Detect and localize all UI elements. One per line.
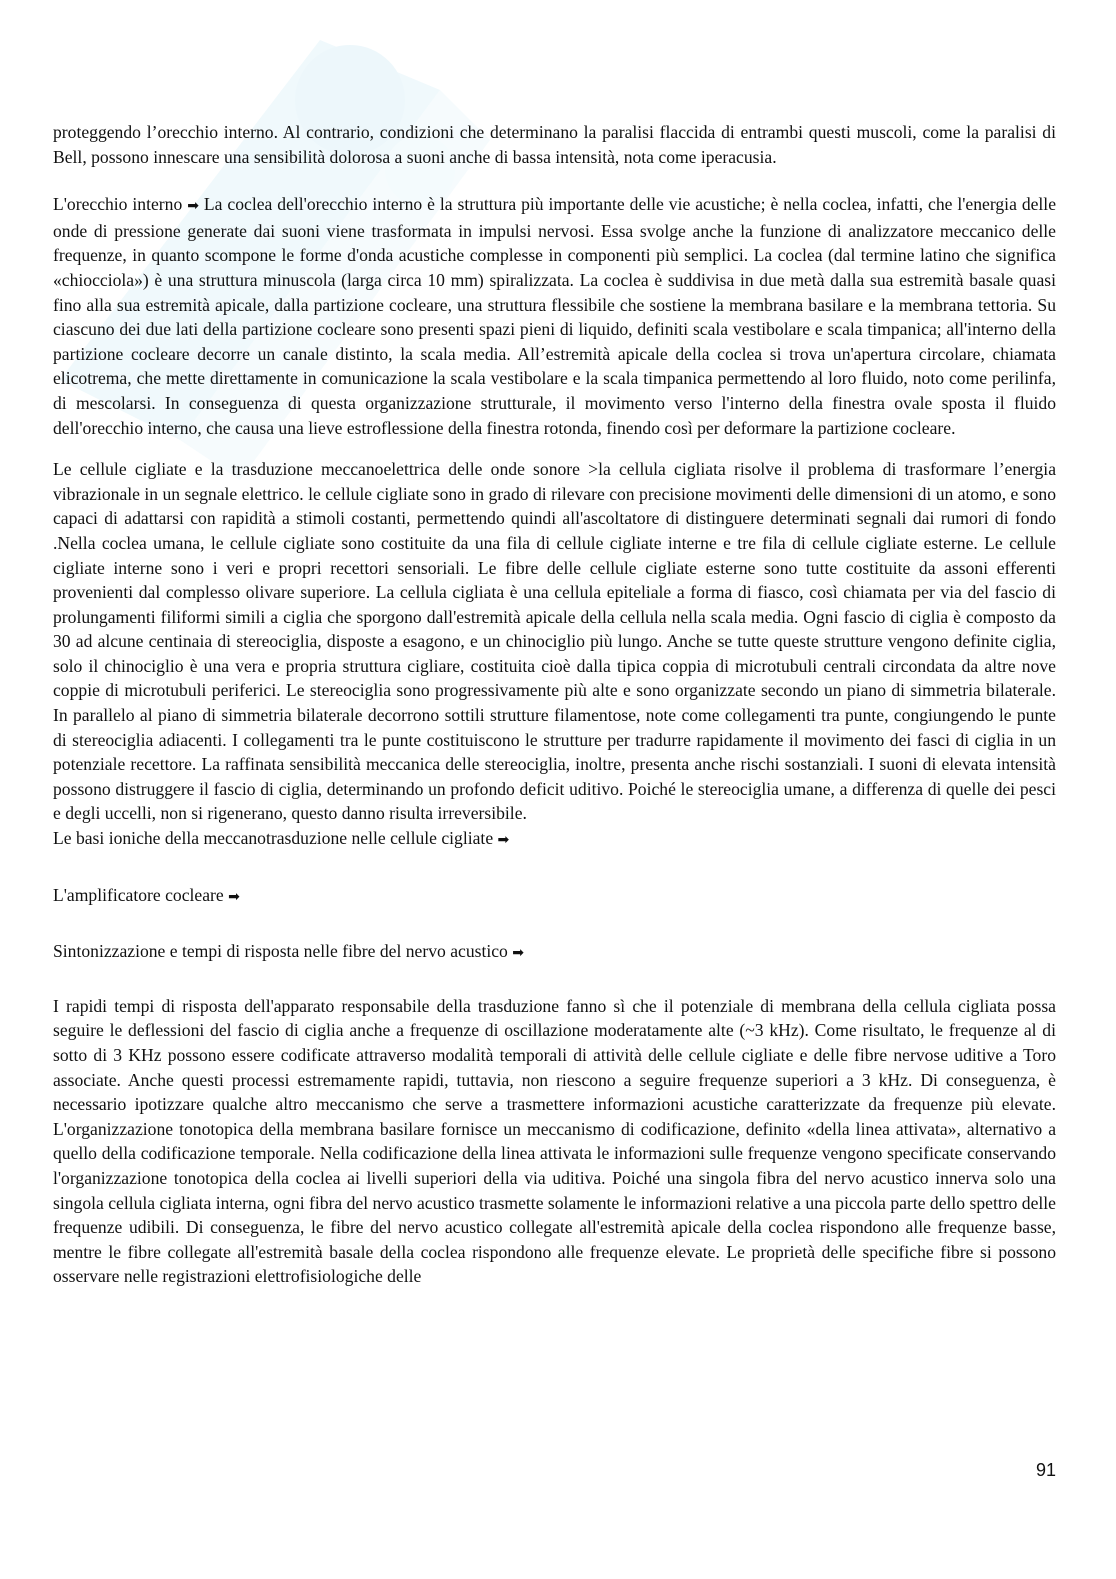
heading-text: Le basi ioniche della meccanotrasduzione nelle cellule cigliate: [53, 828, 494, 849]
paragraph-tempi-risposta: I rapidi tempi di risposta dell'apparato responsabile della trasduzione fanno sì che il potenziale di membrana della cellula cigliata possa seguire le deflessioni del fascio di ciglia anche a frequenze di oscillazione moderatamente alte (~3 kHz). Come risultato, le frequenze al di sotto di 3 KHz possono essere codificate attraverso modalità temporali di attività delle cellule cigliate e delle fibre nervose uditive a Toro associate. Anche questi processi estremamente rapidi, tuttavia, non riescono a seguire frequenze superiori a 3 kHz. Di conseguenza, è necessario ipotizzare qualche altro meccanismo che serve a trasmettere informazioni acustiche caratterizzate da frequenze più elevate. L'organizzazione tonotopica della membrana basilare fornisce un meccanismo di codificazione, definito «della linea attivata», alternativo a quello della codificazione temporale. Nella codificazione della linea attivata le informazioni sulle frequenze vengono specificate conservando l'organizzazione tonotopica della coclea ai livelli superiori della via uditiva. Poiché una singola fibra del nervo acustico innerva solo una singola cellula cigliata interna, ogni fibra del nervo acustico trasmette solamente le informazioni relative a una piccola parte dello spettro delle frequenze udibili. Di conseguenza, le fibre del nervo acustico collegate all'estremità apicale della coclea rispondono alle frequenze basse, mentre le fibre collegate all'estremità basale della coclea rispondono alle frequenze elevate. Le proprietà delle specifiche fibre si possono osservare nelle registrazioni elettrofisiologiche delle: [53, 995, 1056, 1287]
section-heading-amplificatore: [53, 883, 1056, 910]
arrow-icon: ➡: [512, 945, 524, 962]
arrow-icon: ➡: [497, 832, 510, 849]
heading-text: Sintonizzazione e tempi di risposta nelle fibre del nervo acustico: [53, 941, 508, 962]
paragraph-cellule-cigliate: Le cellule cigliate e la trasduzione meccanoelettrica delle onde sonore >la cellula cigliata risolve il problema di trasformare l’energia vibrazionale in un segnale elettrico. le cellule cigliate sono in grado di rilevare con precisione movimenti delle dimensioni di un atomo, e sono capaci di adattarsi con rapidità a stimoli costanti, permettendo quindi all'ascoltatore di distinguere determinati segnali dai rumori di fondo .Nella coclea umana, le cellule cigliate sono costituite da una fila di cellule cigliate interne e tre fila di cellule cigliate esterne. Le cellule cigliate interne sono i veri e propri recettori sensoriali. Le fibre delle cellule cigliate esterne sono tutte costituite da assoni efferenti provenienti dal complesso olivare superiore. La cellula cigliata è una cellula epiteliale a forma di fiasco, così chiamata per via del fascio di prolungamenti filiformi simili a ciglia che sporgono dall'estremità apicale della cellula nella scala media. Ogni fascio di ciglia è composto da 30 ad alcune centinaia di stereociglia, disposte a esagono, e un chinociglio più lungo. Anche se tutte queste strutture vengono definite ciglia, solo il chinociglio è una vera e propria struttura cigliare, costituita cioè dalla tipica coppia di microtubuli centrali circondata da altre nove coppie di microtubuli periferici. Le stereociglia sono progressivamente più alte e sono organizzate secondo un piano di simmetria bilaterale. In parallelo al piano di simmetria bilaterale decorrono sottili strutture filamentose, note come collegamenti tra punte, congiungendo le punte di stereociglia adiacenti. I collegamenti tra le punte costituiscono le strutture per tradurre rapidamente il movimento dei fasci di ciglia in un potenziale recettore. La raffinata sensibilità meccanica delle stereociglia, inoltre, presenta anche rischi sostanziali. I suoni di elevata intensità possono distruggere il fascio di ciglia, determinando un profondo deficit uditivo. Poiché le stereociglia umane, a differenza di quelle dei pesci e degli uccelli, non si rigenerano, questo danno risulta irreversibile.: [53, 459, 1056, 824]
section-heading-sintonizzazione: [53, 939, 1056, 966]
paragraph-orecchio-interno: [53, 192, 1056, 440]
section-heading-basi-ioniche: [53, 826, 1056, 853]
arrow-icon: ➡: [187, 198, 199, 215]
document-page: [53, 120, 1056, 1289]
paragraph-coclea-body: La coclea dell'orecchio interno è la struttura più importante delle vie acustiche; è nella coclea, infatti, che l'energia delle onde di pressione generate dai suoni viene trasformata in impulsi nervosi. Essa svolge anche la funzione di analizzatore meccanico delle frequenze, in quanto scompone le forme d'onda acustiche complesse in componenti più semplici. La coclea (dal termine latino che significa «chiocciola») è una struttura minuscola (larga circa 10 mm) spiralizzata. La coclea è suddivisa in due metà dalla sua estremità basale quasi fino alla sua estremità apicale, dalla partizione cocleare, una struttura flessibile che sostiene la membrana basilare e la membrana tettoria. Su ciascuno dei due lati della partizione cocleare sono presenti spazi pieni di liquido, definiti scala vestibolare e scala timpanica; all'interno della partizione cocleare decorre un canale distinto, la scala media. All’estremità apicale della coclea si trova un'apertura circolare, chiamata elicotrema, che mette direttamente in comunicazione la scala vestibolare e la scala timpanica permettendo al loro fluido, noto come perilinfa, di mescolarsi. In conseguenza di questa organizzazione strutturale, il movimento verso l'interno della finestra ovale sposta il fluido dell'orecchio interno, che causa una lieve estroflessione della finestra rotonda, finendo così per deformare la partizione cocleare.: [53, 194, 1057, 438]
page-number: 91: [1035, 1460, 1056, 1480]
arrow-icon: ➡: [228, 888, 240, 905]
paragraph-iperacusia: proteggendo l’orecchio interno. Al contrario, condizioni che determinano la paralisi flaccida di entrambi questi muscoli, come la paralisi di Bell, possono innescare una sensibilità dolorosa a suoni anche di bassa intensità, nota come iperacusia.: [53, 122, 1056, 167]
section-heading-orecchio-interno: L'orecchio interno: [53, 194, 183, 215]
heading-text: L'amplificatore cocleare: [53, 884, 224, 905]
